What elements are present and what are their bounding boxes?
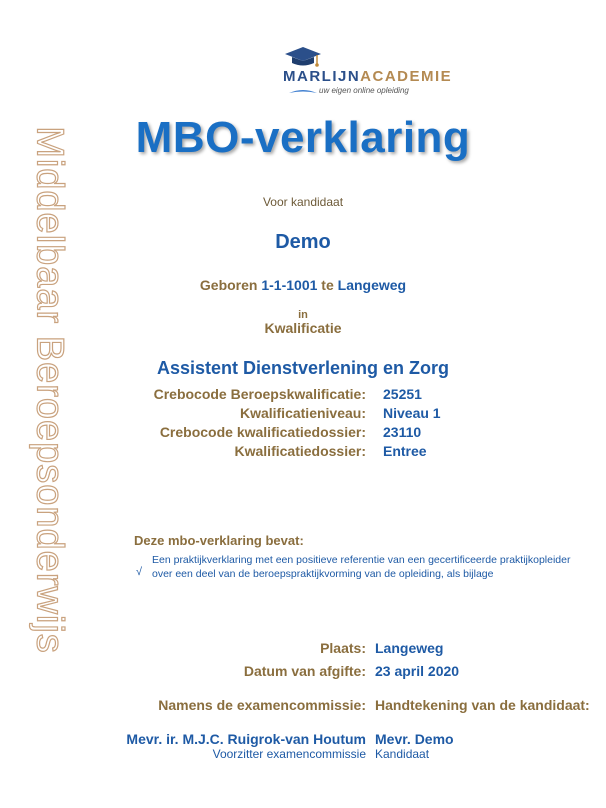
for-candidate-label: Voor kandidaat <box>262 195 344 209</box>
logo <box>283 44 453 102</box>
candidate-signature-label: Handtekening van de kandidaat: <box>375 697 590 713</box>
contains-text: Een praktijkverklaring met een positieve referentie van een gecertificeerde praktijkopleider over een deel van de beroepspraktijkvorming van de opleiding, als bijlage <box>152 554 571 580</box>
candidate-signature-role: Kandidaat <box>375 747 430 761</box>
issue-date-value: 23 april 2020 <box>375 663 460 679</box>
graduation-cap-icon <box>283 44 343 70</box>
qualification-label: Kwalificatie <box>264 320 342 336</box>
detail-label: Crebocode Beroepskwalificatie: <box>153 386 366 402</box>
detail-value: Entree <box>383 443 427 459</box>
logo-brand-part2: ACADEMIE <box>360 68 453 85</box>
detail-value: 25251 <box>383 386 422 402</box>
contains-heading: Deze mbo-verklaring bevat: <box>134 533 304 548</box>
candidate-name: Demo <box>275 231 331 253</box>
logo-brand-part1: MARLIJN <box>283 68 361 85</box>
committee-chair-name: Mevr. ir. M.J.C. Ruigrok-van Houtum <box>126 731 366 747</box>
place-value: Langeweg <box>375 640 444 656</box>
birth-date: 1-1-1001 <box>261 277 318 293</box>
issue-date-label: Datum van afgifte: <box>243 663 366 679</box>
logo-swoosh-icon <box>288 87 318 97</box>
logo-tagline: uw eigen online opleiding <box>319 86 409 95</box>
in-label: in <box>298 309 308 321</box>
detail-value: 23110 <box>383 424 422 440</box>
committee-chair-role: Voorzitter examencommissie <box>212 747 366 761</box>
logo-brand <box>283 68 452 85</box>
detail-label: Crebocode kwalificatiedossier: <box>159 424 366 440</box>
watermark-text: Middelbaar Beroepsonderwijs <box>28 126 71 654</box>
birth-line <box>0 277 606 293</box>
born-prefix: Geboren <box>199 277 258 293</box>
born-connector: te <box>321 277 334 293</box>
place-label: Plaats: <box>320 640 366 656</box>
detail-label: Kwalificatiedossier: <box>234 443 366 459</box>
detail-label: Kwalificatieniveau: <box>239 405 366 421</box>
committee-label: Namens de examencommissie: <box>158 697 366 713</box>
detail-value: Niveau 1 <box>383 405 441 421</box>
checkmark-icon: √ <box>136 566 143 578</box>
birth-place: Langeweg <box>337 277 407 293</box>
qualification-name: Assistent Dienstverlening en Zorg <box>156 358 450 378</box>
document-title: MBO-verklaring <box>135 113 471 162</box>
candidate-signature-name: Mevr. Demo <box>375 731 454 747</box>
